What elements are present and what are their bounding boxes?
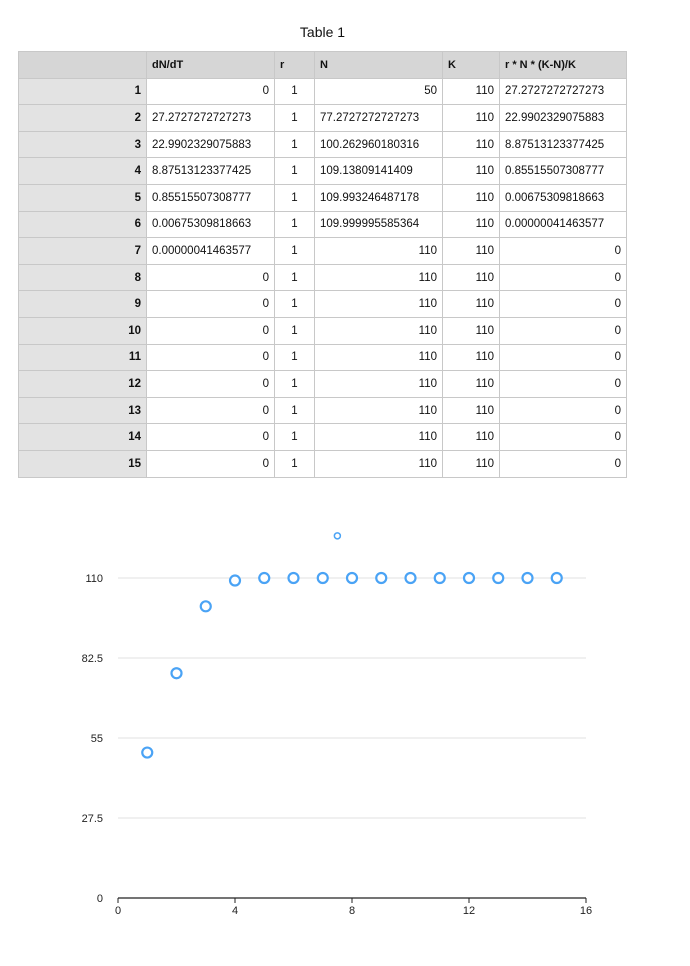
- table-cell[interactable]: 1: [275, 450, 315, 477]
- table-cell[interactable]: 1: [275, 158, 315, 185]
- table-cell[interactable]: 100.262960180316: [315, 131, 443, 158]
- table-cell[interactable]: 22.9902329075883: [500, 105, 627, 132]
- y-tick-label: 55: [90, 733, 103, 745]
- data-point: [376, 573, 386, 583]
- table-cell[interactable]: 109.13809141409: [315, 158, 443, 185]
- table-row: [19, 344, 627, 371]
- row-header[interactable]: 2: [19, 105, 147, 132]
- table-cell[interactable]: 110: [315, 424, 443, 451]
- table-cell[interactable]: 0.00000041463577: [147, 238, 275, 265]
- table-cell[interactable]: 0: [500, 397, 627, 424]
- data-point: [464, 573, 474, 583]
- table-cell[interactable]: 0: [147, 397, 275, 424]
- y-tick-label: 110: [85, 573, 103, 585]
- data-point: [289, 573, 299, 583]
- table-cell[interactable]: 0.85515507308777: [147, 184, 275, 211]
- x-tick-label: 16: [579, 905, 593, 917]
- table-cell[interactable]: 0: [147, 371, 275, 398]
- data-point: [142, 748, 152, 758]
- table-cell[interactable]: 0: [147, 78, 275, 105]
- table-cell[interactable]: 1: [275, 371, 315, 398]
- table-cell[interactable]: 110: [315, 317, 443, 344]
- table-cell[interactable]: 110: [443, 78, 500, 105]
- table-cell[interactable]: 0: [147, 344, 275, 371]
- table-row: [19, 211, 627, 238]
- table-cell[interactable]: 0: [500, 424, 627, 451]
- x-tick-label: 12: [462, 905, 476, 917]
- column-header[interactable]: N: [315, 52, 443, 79]
- row-header[interactable]: 11: [19, 344, 147, 371]
- x-tick-label: 8: [348, 905, 356, 917]
- row-header[interactable]: 13: [19, 397, 147, 424]
- row-header[interactable]: 6: [19, 211, 147, 238]
- table-cell[interactable]: 110: [443, 158, 500, 185]
- data-point: [552, 573, 562, 583]
- y-tick-label: 27.5: [81, 813, 103, 825]
- table-row: [19, 131, 627, 158]
- table-cell[interactable]: 110: [443, 424, 500, 451]
- scatter-chart: [0, 500, 690, 930]
- table-cell[interactable]: 1: [275, 344, 315, 371]
- table-cell[interactable]: 1: [275, 211, 315, 238]
- table-cell[interactable]: 0.00675309818663: [147, 211, 275, 238]
- x-tick-label: 4: [231, 905, 239, 917]
- table-cell[interactable]: 1: [275, 184, 315, 211]
- y-tick-label: 82.5: [81, 653, 103, 665]
- table-cell[interactable]: 1: [275, 105, 315, 132]
- table-cell[interactable]: 109.993246487178: [315, 184, 443, 211]
- table-cell[interactable]: 22.9902329075883: [147, 131, 275, 158]
- table-cell[interactable]: 110: [443, 184, 500, 211]
- table-cell[interactable]: 0: [500, 317, 627, 344]
- table-cell[interactable]: 0: [147, 291, 275, 318]
- table-header-row: [19, 52, 627, 79]
- data-table: [18, 51, 627, 478]
- table-cell[interactable]: 0: [500, 371, 627, 398]
- table-row: [19, 105, 627, 132]
- table-cell[interactable]: 110: [315, 371, 443, 398]
- table-row: [19, 291, 627, 318]
- row-header[interactable]: 7: [19, 238, 147, 265]
- table-cell[interactable]: 110: [443, 344, 500, 371]
- table-title: Table 1: [299, 24, 346, 40]
- table-row: [19, 264, 627, 291]
- table-cell[interactable]: 77.2727272727273: [315, 105, 443, 132]
- table-cell[interactable]: 110: [315, 264, 443, 291]
- table-cell[interactable]: 0: [500, 264, 627, 291]
- x-tick-label: 0: [114, 905, 122, 917]
- table-row: [19, 158, 627, 185]
- row-header[interactable]: 9: [19, 291, 147, 318]
- data-point: [318, 573, 328, 583]
- table-cell[interactable]: 0.00000041463577: [500, 211, 627, 238]
- table-cell[interactable]: 50: [315, 78, 443, 105]
- table-row: [19, 397, 627, 424]
- row-header[interactable]: 12: [19, 371, 147, 398]
- table-cell[interactable]: 27.2727272727273: [147, 105, 275, 132]
- table-row: [19, 424, 627, 451]
- row-header[interactable]: 10: [19, 317, 147, 344]
- data-point: [201, 601, 211, 611]
- table-cell[interactable]: 1: [275, 424, 315, 451]
- table-cell[interactable]: 0: [147, 424, 275, 451]
- corner-header[interactable]: [19, 52, 147, 79]
- data-point: [406, 573, 416, 583]
- table-cell[interactable]: 0: [147, 450, 275, 477]
- table-cell[interactable]: 1: [275, 397, 315, 424]
- column-header[interactable]: K: [443, 52, 500, 79]
- table-cell[interactable]: 0: [500, 344, 627, 371]
- table-cell[interactable]: 0: [147, 264, 275, 291]
- row-header[interactable]: 1: [19, 78, 147, 105]
- table-cell[interactable]: 110: [443, 131, 500, 158]
- legend-marker: [334, 533, 340, 539]
- table-cell[interactable]: 109.999995585364: [315, 211, 443, 238]
- table-cell[interactable]: 1: [275, 238, 315, 265]
- data-point: [435, 573, 445, 583]
- column-header[interactable]: dN/dT: [147, 52, 275, 79]
- table-row: [19, 371, 627, 398]
- column-header[interactable]: r * N * (K-N)/K: [500, 52, 627, 79]
- table-cell[interactable]: 110: [443, 105, 500, 132]
- row-header[interactable]: 5: [19, 184, 147, 211]
- table-row: [19, 238, 627, 265]
- table-row: [19, 450, 627, 477]
- row-header[interactable]: 15: [19, 450, 147, 477]
- table-cell[interactable]: 0.00675309818663: [500, 184, 627, 211]
- table-cell[interactable]: 0: [147, 317, 275, 344]
- data-point: [230, 576, 240, 586]
- data-point: [347, 573, 357, 583]
- table-cell[interactable]: 1: [275, 131, 315, 158]
- table-cell[interactable]: 110: [443, 291, 500, 318]
- table-cell[interactable]: 110: [315, 238, 443, 265]
- row-header[interactable]: 3: [19, 131, 147, 158]
- table-cell[interactable]: 0: [500, 291, 627, 318]
- data-point: [523, 573, 533, 583]
- table-cell[interactable]: 110: [315, 291, 443, 318]
- table-cell[interactable]: 1: [275, 291, 315, 318]
- table-cell[interactable]: 110: [443, 371, 500, 398]
- data-point: [172, 668, 182, 678]
- table-row: [19, 317, 627, 344]
- table-cell[interactable]: 110: [443, 450, 500, 477]
- data-point: [259, 573, 269, 583]
- table-cell[interactable]: 110: [443, 397, 500, 424]
- data-point: [493, 573, 503, 583]
- table-cell[interactable]: 110: [443, 317, 500, 344]
- table-cell[interactable]: 1: [275, 317, 315, 344]
- table-cell[interactable]: 110: [443, 238, 500, 265]
- row-header[interactable]: 4: [19, 158, 147, 185]
- table-cell[interactable]: 0: [500, 450, 627, 477]
- table-cell[interactable]: 110: [443, 264, 500, 291]
- row-header[interactable]: 14: [19, 424, 147, 451]
- table-cell[interactable]: 8.87513123377425: [500, 131, 627, 158]
- column-header[interactable]: r: [275, 52, 315, 79]
- table-cell[interactable]: 1: [275, 264, 315, 291]
- table-cell[interactable]: 110: [315, 397, 443, 424]
- table-cell[interactable]: 110: [315, 450, 443, 477]
- table-cell[interactable]: 0: [500, 238, 627, 265]
- table-cell[interactable]: 0.85515507308777: [500, 158, 627, 185]
- row-header[interactable]: 8: [19, 264, 147, 291]
- table-cell[interactable]: 110: [443, 211, 500, 238]
- y-tick-label: 0: [96, 893, 103, 905]
- table-cell[interactable]: 27.2727272727273: [500, 78, 627, 105]
- table-cell[interactable]: 1: [275, 78, 315, 105]
- table-cell[interactable]: 110: [315, 344, 443, 371]
- table-row: [19, 78, 627, 105]
- table-cell[interactable]: 8.87513123377425: [147, 158, 275, 185]
- table-row: [19, 184, 627, 211]
